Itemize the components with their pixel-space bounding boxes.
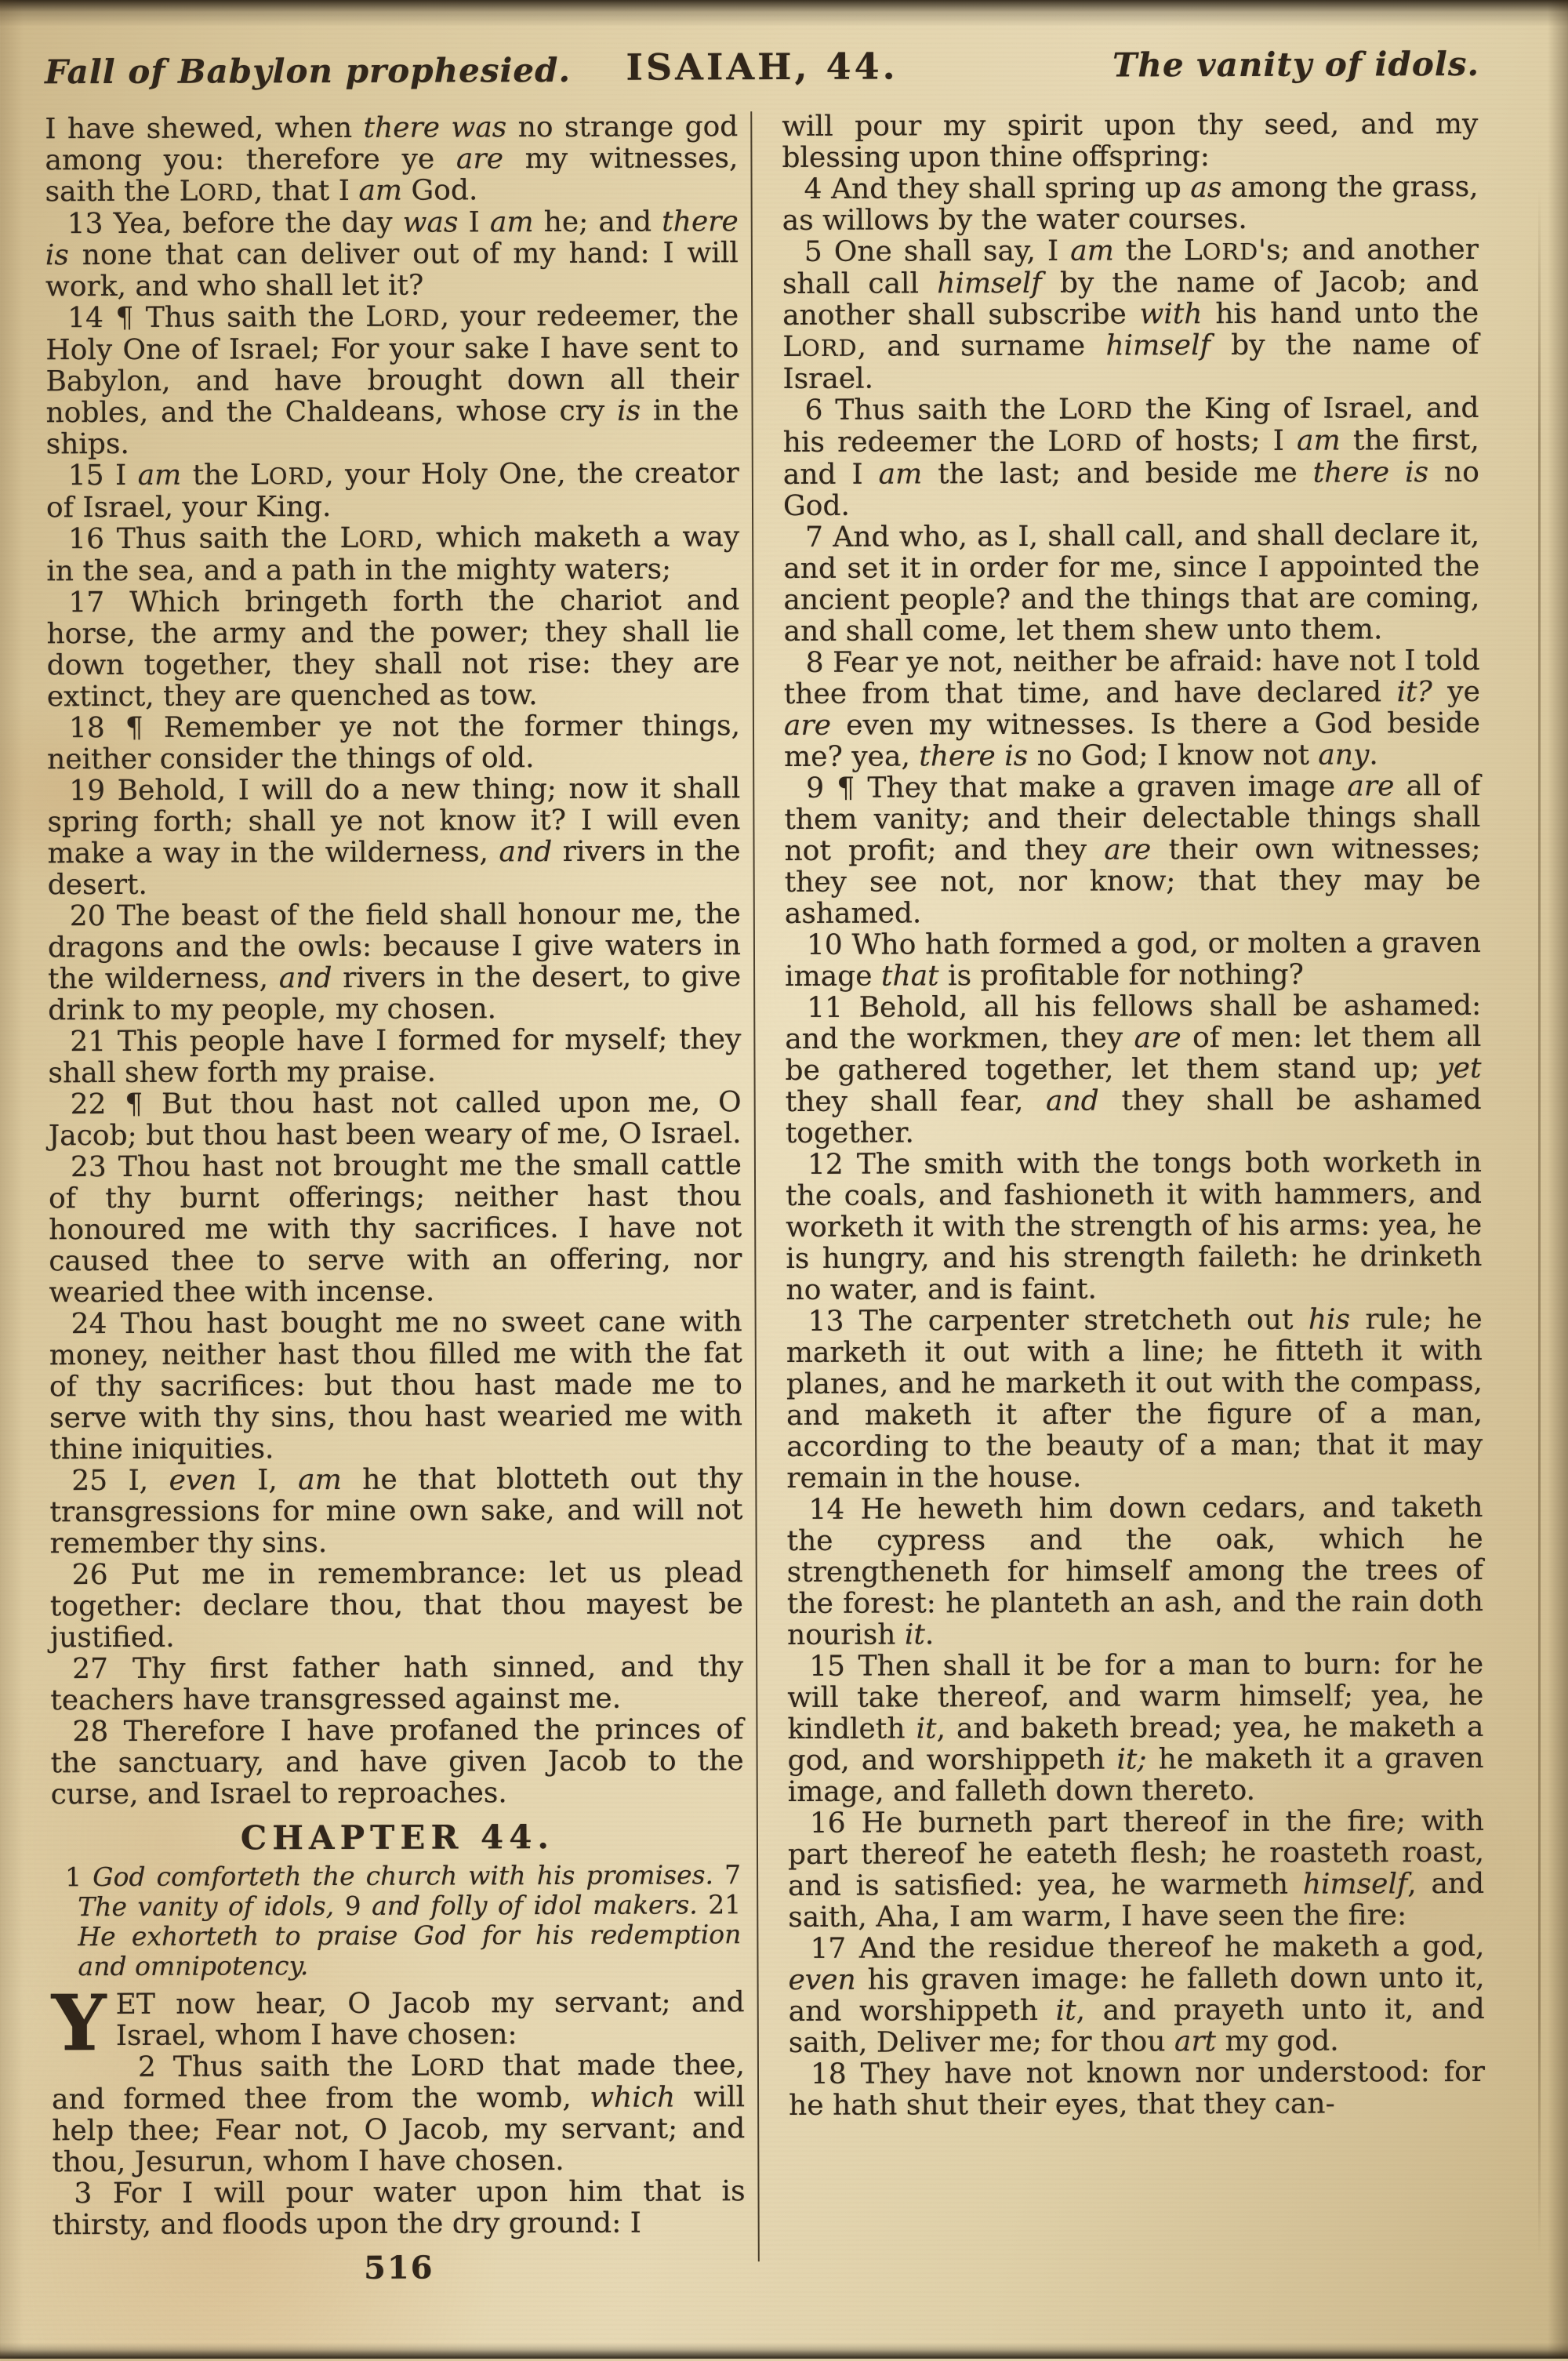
right-column-text bbox=[782, 109, 1485, 2122]
verse-paragraph: 5 One shall say, I am the LORD's; and another shall call himself by the name of Jacob; and another shall subscribe with his hand unto the LORD, and surname himself by the name of Israel. bbox=[782, 233, 1479, 395]
verse-number: 6 bbox=[804, 394, 823, 427]
verse-number: 22 bbox=[70, 1088, 107, 1121]
verse-number: 17 bbox=[68, 587, 105, 619]
verse-number: 28 bbox=[72, 1716, 109, 1749]
continuation-paragraph: will pour my spirit upon thy seed, and my blessing upon thine offspring: bbox=[782, 107, 1479, 175]
verse-paragraph: 18 They have not known nor understood: for he hath shut their eyes, that they can- bbox=[789, 2055, 1486, 2122]
running-head-left: Fall of Babylon prophesied. bbox=[44, 50, 572, 92]
verse-paragraph: 24 Thou hast bought me no sweet cane with money, neither hast thou filled me with the fat of thy sacrifices: but thou hast made me to serve with thy sins, thou hast wearied me with thine iniquities. bbox=[49, 1306, 743, 1466]
verse-paragraph: 7 And who, as I, shall call, and shall declare it, and set it in order for me, since I appointed the ancient people? and the things that are coming, and shall come, let them shew unto them. bbox=[783, 518, 1480, 648]
verse-number: 23 bbox=[70, 1151, 107, 1184]
chapter-heading: CHAPTER 44. bbox=[240, 1818, 555, 1858]
left-column-text bbox=[45, 111, 745, 2241]
verse-number: 8 bbox=[805, 646, 824, 679]
verse-paragraph: 6 Thus saith the LORD the King of Israel, and his redeemer the LORD of hosts; I am the first, and I am the last; and beside me there is no God. bbox=[782, 391, 1479, 522]
page-number: 516 bbox=[364, 2249, 434, 2287]
verse-paragraph: 11 Behold, all his fellows shall be ashamed: and the workmen, they are of men: let them all be gathered together, let them stand up; yet they shall fear, and they shall be ashamed together. bbox=[785, 989, 1482, 1150]
verse-paragraph: 17 And the residue thereof he maketh a god, even his graven image: he falleth down unto it, and worshippeth it, and prayeth unto it, and saith, Deliver me; for thou art my god. bbox=[788, 1930, 1485, 2059]
verse-number: 4 bbox=[804, 173, 822, 205]
verse-number: 7 bbox=[805, 521, 824, 554]
verse-paragraph: 18 ¶ Remember ye not the former things, neither consider the things of old. bbox=[47, 710, 741, 776]
verse-paragraph: 9 ¶ They that make a graven image are all of them vanity; and their delectable things shall not profit; and they are their own witnesses; they see not, nor know; that they may be ashamed. bbox=[784, 769, 1481, 930]
verse-number: 18 bbox=[810, 2058, 847, 2090]
verse-number: 25 bbox=[71, 1465, 108, 1498]
verse-paragraph: 27 Thy first father hath sinned, and thy teachers have transgressed against me. bbox=[50, 1651, 744, 1717]
pilcrow-mark: ¶ bbox=[125, 1088, 143, 1121]
verse-paragraph: 14 He heweth him down cedars, and taketh the cypress and the oak, which he strengtheneth for himself among the trees of the forest: he planteth an ash, and the rain doth nourish it. bbox=[786, 1491, 1483, 1651]
verse-paragraph: 13 Yea, before the day was I am he; and there is none that can deliver out of my hand: I will work, and who shall let it? bbox=[45, 205, 739, 303]
verse-number: 11 bbox=[807, 991, 844, 1024]
page-heading: ISAIAH, 44. bbox=[626, 45, 898, 89]
verse-number: 12 bbox=[807, 1148, 844, 1181]
verse-number: 14 bbox=[67, 302, 104, 335]
lord-smallcaps: LORD bbox=[1183, 234, 1259, 267]
verse-paragraph: 26 Put me in remembrance: let us plead together: declare thou, that thou mayest be justified. bbox=[49, 1556, 743, 1655]
verse-paragraph: 17 Which bringeth forth the chariot and horse, the army and the power; they shall lie down together, they shall not rise: they are extinct, they are quenched as tow. bbox=[46, 584, 740, 714]
chapter-summary: 1 God comforteth the church with his promises. 7 The vanity of idols, 9 and folly of idol makers. 21 He exhorteth to praise God for his redemption and omnipotency. bbox=[65, 1859, 742, 1982]
verse-paragraph: 15 Then shall it be for a man to burn: for he will take thereof, and warm himself; yea, he kindleth it, and baketh bread; yea, he maketh a god, and worshippeth it; he maketh it a graven image, and falleth down thereto. bbox=[787, 1647, 1484, 1808]
verse-number: 20 bbox=[69, 900, 106, 933]
verse-paragraph: 22 ¶ But thou hast not called upon me, O Jacob; but thou hast been weary of me, O Israel. bbox=[48, 1086, 742, 1153]
verse-paragraph: 16 He burneth part thereof in the fire; with part thereof he eateth flesh; he roasteth roast, and is satisfied: yea, he warmeth himself, and saith, Aha, I am warm, I have seen the fire: bbox=[787, 1804, 1485, 1934]
lord-smallcaps: LORD bbox=[1058, 393, 1134, 426]
verse-paragraph: 20 The beast of the field shall honour me, the dragons and the owls: because I give waters in the wilderness, and rivers in the desert, to give drink to my people, my chosen. bbox=[47, 898, 742, 1027]
lord-smallcaps: LORD bbox=[179, 175, 254, 208]
verse-number: 5 bbox=[804, 235, 822, 268]
dropcap-verse-paragraph: YET now hear, O Jacob my servant; and Israel, whom I have chosen: bbox=[51, 1978, 745, 2069]
verse-number: 3 bbox=[74, 2178, 93, 2210]
pilcrow-mark: ¶ bbox=[837, 772, 855, 805]
verse-number: 13 bbox=[808, 1305, 844, 1338]
verse-number: 14 bbox=[808, 1493, 845, 1526]
verse-number: 17 bbox=[810, 1932, 847, 1965]
lord-smallcaps: LORD bbox=[1047, 425, 1123, 458]
dropcap-initial: Y bbox=[51, 1978, 107, 2069]
verse-paragraph: 4 And they shall spring up as among the grass, as willows by the water courses. bbox=[782, 170, 1479, 238]
verse-paragraph: 25 I, even I, am he that blotteth out thy transgressions for mine own sake, and will not remember thy sins. bbox=[49, 1462, 743, 1560]
verse-number: 27 bbox=[72, 1653, 109, 1686]
verse-paragraph: 28 Therefore I have profaned the princes of the sanctuary, and have given Jacob to the curse, and Israel to reproaches. bbox=[50, 1713, 744, 1811]
verse-paragraph: 15 I am the LORD, your Holy One, the creator of Israel, your King. bbox=[45, 457, 739, 525]
pilcrow-mark: ¶ bbox=[125, 711, 143, 744]
verse-number: 13 bbox=[67, 208, 103, 241]
lord-smallcaps: LORD bbox=[782, 330, 858, 363]
running-head bbox=[45, 43, 1479, 95]
lord-smallcaps: LORD bbox=[249, 459, 325, 492]
verse-paragraph: 12 The smith with the tongs both worketh in the coals, and fashioneth it with hammers, and worketh it with the strength of his arms: yea, he is hungry, and his strength faileth: he drinketh no water, and is faint. bbox=[786, 1146, 1483, 1306]
text-column-right bbox=[782, 109, 1485, 2122]
verse-number: 15 bbox=[67, 459, 104, 492]
verse-paragraph: 13 The carpenter stretcheth out his rule; he marketh it out with a line; he fitteth it with planes, and he marketh it out with the compass, and maketh it after the figure of a man, according to the beauty of a man; that it may remain in the house. bbox=[786, 1302, 1483, 1495]
text-column-left bbox=[45, 111, 746, 2285]
verse-paragraph: 10 Who hath formed a god, or molten a graven image that is profitable for nothing? bbox=[785, 926, 1482, 993]
pilcrow-mark: ¶ bbox=[115, 301, 134, 334]
verse-paragraph: 14 ¶ Thus saith the LORD, your redeemer, the Holy One of Israel; For your sake I have sent to Babylon, and have brought down all their nobles, and the Chaldeans, whose cry is in the ships. bbox=[45, 300, 739, 461]
verse-number: 26 bbox=[71, 1559, 108, 1592]
verse-number: 24 bbox=[71, 1308, 107, 1341]
verse-paragraph: 3 For I will pour water upon him that is thirsty, and floods upon the dry ground: I bbox=[52, 2175, 746, 2242]
lord-smallcaps: LORD bbox=[410, 2050, 485, 2083]
verse-number: 19 bbox=[69, 775, 106, 808]
lord-smallcaps: LORD bbox=[365, 300, 441, 333]
verse-paragraph: 16 Thus saith the LORD, which maketh a way in the sea, and a path in the mighty waters; bbox=[46, 521, 740, 588]
verse-paragraph: 2 Thus saith the LORD that made thee, and formed thee from the womb, which will help thee; Fear not, O Jacob, my servant; and thou, Jesurun, whom I have chosen. bbox=[52, 2049, 746, 2179]
verse-number: 18 bbox=[68, 712, 105, 745]
verse-paragraph: 23 Thou hast not brought me the small cattle of thy burnt offerings; neither hast thou honoured me with thy sacrifices. I have not caused thee to serve with an offering, nor wearied thee with incense. bbox=[49, 1149, 742, 1309]
verse-paragraph: 21 This people have I formed for myself; they shall shew forth my praise. bbox=[48, 1023, 742, 1090]
continuation-paragraph: I have shewed, when there was no strange god among you: therefore ye are my witnesses, saith the LORD, that I am God. bbox=[45, 111, 739, 209]
verse-number: 2 bbox=[137, 2050, 156, 2083]
verse-paragraph: 8 Fear ye not, neither be afraid: have not I told thee from that time, and have declared it? ye are even my witnesses. Is there a God beside me? yea, there is no God; I know not any. bbox=[783, 644, 1481, 773]
verse-number: 15 bbox=[809, 1650, 846, 1683]
verse-number: 10 bbox=[806, 928, 843, 961]
verse-paragraph: 19 Behold, I will do a new thing; now it shall spring forth; shall ye not know it? I will even make a way in the wilderness, and rivers in the desert. bbox=[47, 772, 741, 902]
lord-smallcaps: LORD bbox=[339, 521, 415, 554]
verse-number: 9 bbox=[806, 772, 825, 805]
column-divider-rule bbox=[750, 111, 760, 2261]
verse-number: 16 bbox=[68, 523, 105, 556]
verse-number: 21 bbox=[70, 1026, 107, 1059]
running-head-right: The vanity of idols. bbox=[1112, 44, 1480, 85]
verse-number: 16 bbox=[809, 1807, 846, 1840]
